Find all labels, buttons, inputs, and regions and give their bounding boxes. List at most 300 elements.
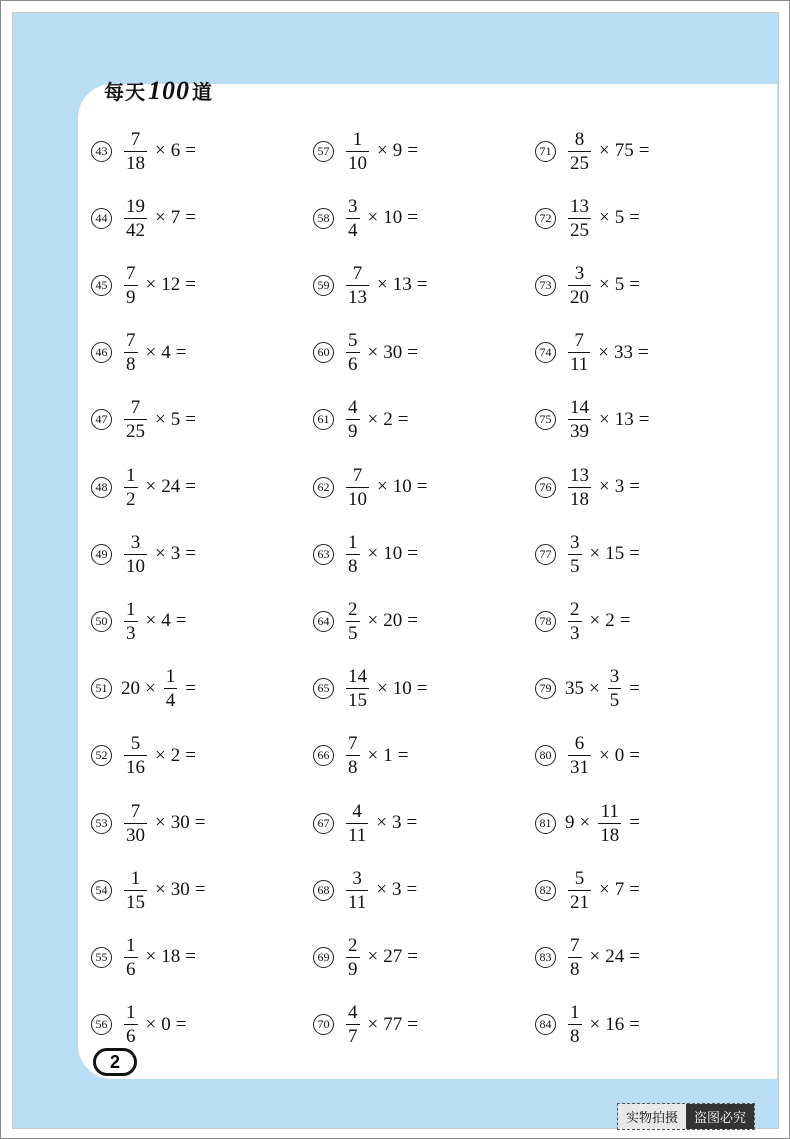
- problem-54: [91, 866, 205, 914]
- operand-a-numerator: 7: [352, 262, 363, 284]
- equals-sign: =: [629, 274, 640, 296]
- operand-b-number: 4: [161, 610, 171, 632]
- operand-a-numerator: 3: [570, 531, 580, 553]
- operand-a-denominator: 8: [348, 555, 358, 577]
- multiply-sign: ×: [155, 744, 166, 766]
- problem-number: 77: [535, 544, 556, 565]
- problem-number: 65: [313, 678, 334, 699]
- equals-sign: =: [638, 341, 649, 363]
- operand-a-denominator: 16: [126, 757, 145, 779]
- problem-84: [535, 1001, 640, 1049]
- problem-number: 72: [535, 208, 556, 229]
- problem-number: 64: [313, 611, 334, 632]
- equals-sign: =: [406, 812, 418, 833]
- operand-a-numerator: 2: [348, 598, 358, 620]
- problem-56: [91, 1001, 186, 1049]
- operand-a-denominator: 8: [570, 1026, 580, 1048]
- operand-a-denominator: 6: [126, 1026, 136, 1048]
- problem-number: 82: [535, 880, 556, 901]
- problem-45: [91, 261, 196, 309]
- multiply-sign: ×: [376, 812, 388, 833]
- operand-b-number: 2: [170, 744, 181, 766]
- multiply-sign: ×: [145, 1013, 157, 1035]
- operand-a-fraction: [346, 533, 360, 576]
- multiply-sign: ×: [589, 946, 601, 968]
- operand-a-numerator: 7: [574, 330, 584, 352]
- problem-number: 56: [91, 1014, 112, 1035]
- multiply-sign: ×: [589, 1013, 601, 1035]
- operand-a-fraction: [568, 533, 582, 576]
- problem-number: 57: [313, 141, 334, 162]
- multiply-sign: ×: [145, 946, 157, 968]
- problem-76: [535, 463, 640, 511]
- operand-a-denominator: 7: [348, 1026, 358, 1048]
- operand-a-numerator: 7: [126, 262, 136, 284]
- equals-sign: =: [397, 744, 409, 766]
- operand-a-fraction: [124, 936, 138, 979]
- operand-a-numerator: 1: [570, 1002, 580, 1024]
- multiply-sign: ×: [599, 207, 610, 229]
- problem-65: [313, 665, 427, 713]
- operand-a-fraction: [124, 466, 138, 509]
- multiply-sign: ×: [367, 946, 379, 968]
- operand-a-fraction: [124, 197, 147, 240]
- operand-a-fraction: [346, 734, 360, 777]
- operand-b-number: 3: [614, 476, 625, 497]
- equals-sign: =: [629, 946, 640, 968]
- operand-a-numerator: 1: [348, 531, 358, 553]
- multiply-sign: ×: [367, 207, 379, 229]
- operand-a-numerator: 13: [570, 464, 589, 486]
- operand-a-fraction: [346, 1003, 360, 1046]
- operand-b-number: 3: [170, 543, 181, 565]
- multiply-sign: ×: [155, 207, 166, 229]
- problem-number: 76: [535, 477, 556, 498]
- problem-68: [313, 866, 417, 914]
- operand-b-number: 0: [614, 744, 625, 766]
- operand-a-numerator: 5: [130, 733, 141, 755]
- operand-b-number: 12: [161, 274, 181, 296]
- problem-number: 60: [313, 342, 334, 363]
- operand-a-denominator: 9: [348, 958, 358, 980]
- problem-62: [313, 463, 427, 511]
- operand-a-numerator: 14: [348, 666, 367, 688]
- multiply-sign: ×: [155, 879, 166, 901]
- equals-sign: =: [407, 207, 418, 229]
- equals-sign: =: [194, 812, 206, 833]
- problem-number: 75: [535, 409, 556, 430]
- operand-a-numerator: 2: [570, 598, 580, 620]
- problem-number: 58: [313, 208, 334, 229]
- header-suffix: 道: [192, 82, 213, 104]
- operand-a-denominator: 30: [126, 824, 145, 846]
- equals-sign: =: [407, 610, 418, 632]
- multiply-sign: ×: [599, 744, 610, 766]
- problem-72: [535, 194, 640, 242]
- operand-b-number: 5: [614, 274, 625, 296]
- operand-a-denominator: 15: [348, 690, 367, 712]
- operand-a-denominator: 6: [126, 958, 136, 980]
- stamp-left-text: 实物拍摄: [618, 1104, 686, 1129]
- multiply-sign: ×: [145, 476, 157, 497]
- operand-a-fraction: [568, 734, 591, 777]
- operand-a-numerator: 7: [130, 397, 141, 419]
- operand-a-numerator: 7: [130, 800, 141, 822]
- problem-46: [91, 329, 186, 377]
- operand-a-numerator: 3: [352, 867, 362, 889]
- operand-a-fraction: [346, 802, 368, 845]
- operand-a-fraction: [568, 398, 591, 441]
- problem-number: 48: [91, 477, 112, 498]
- problem-number: 84: [535, 1014, 556, 1035]
- problem-number: 50: [91, 611, 112, 632]
- operand-a-fraction: [124, 802, 147, 845]
- operand-a-fraction: [346, 398, 360, 441]
- problem-number: 45: [91, 275, 112, 296]
- operand-a-fraction: [346, 667, 369, 710]
- operand-b-number: 7: [170, 207, 181, 229]
- multiply-sign: ×: [145, 274, 157, 296]
- operand-a-denominator: 2: [126, 488, 136, 510]
- operand-b-fraction: [608, 667, 622, 710]
- problem-number: 46: [91, 342, 112, 363]
- problem-number: 79: [535, 678, 556, 699]
- operand-b-number: 75: [614, 140, 634, 161]
- multiply-sign: ×: [155, 140, 166, 161]
- problem-66: [313, 732, 408, 780]
- problem-number: 80: [535, 745, 556, 766]
- page-number: 2: [109, 1051, 120, 1072]
- operand-a-denominator: 21: [570, 891, 589, 913]
- operand-a-denominator: 8: [348, 757, 358, 779]
- equals-sign: =: [185, 140, 196, 161]
- multiply-sign: ×: [599, 140, 610, 161]
- operand-a-numerator: 1: [126, 598, 136, 620]
- multiply-sign: ×: [155, 812, 166, 833]
- page-header: [104, 76, 213, 106]
- operand-b-number: 1: [383, 744, 393, 766]
- operand-a-fraction: [124, 264, 138, 307]
- multiply-sign: ×: [367, 1013, 379, 1035]
- equals-sign: =: [629, 207, 640, 229]
- problem-number: 63: [313, 544, 334, 565]
- multiply-sign: ×: [155, 543, 166, 565]
- problem-number: 52: [91, 745, 112, 766]
- page-number-badge: [93, 1048, 137, 1076]
- multiply-sign: ×: [599, 476, 610, 497]
- operand-a-numerator: 3: [348, 195, 358, 217]
- operand-a-fraction: [124, 869, 147, 912]
- equals-sign: =: [194, 879, 206, 901]
- equals-sign: =: [185, 207, 196, 229]
- operand-b-number: 6: [170, 140, 181, 161]
- equals-sign: =: [407, 341, 418, 363]
- operand-a-denominator: 39: [570, 421, 589, 443]
- operand-a-denominator: 42: [126, 219, 145, 241]
- operand-b-numerator: 3: [609, 666, 620, 688]
- operand-b-number: 20: [383, 610, 403, 632]
- operand-b-denominator: 5: [609, 690, 620, 712]
- equals-sign: =: [629, 879, 640, 901]
- operand-a-denominator: 3: [570, 622, 580, 644]
- operand-a-numerator: 1: [352, 128, 363, 150]
- operand-a-numerator: 1: [126, 464, 136, 486]
- equals-sign: =: [185, 274, 196, 296]
- operand-a-fraction: [346, 130, 369, 173]
- operand-b-number: 9: [392, 140, 403, 161]
- operand-b-denominator: 4: [165, 690, 176, 712]
- operand-a-numerator: 7: [570, 934, 580, 956]
- operand-a-denominator: 4: [348, 219, 358, 241]
- problem-50: [91, 597, 186, 645]
- problem-52: [91, 732, 196, 780]
- multiply-sign: ×: [377, 476, 388, 497]
- equals-sign: =: [185, 543, 196, 565]
- equals-sign: =: [185, 677, 196, 699]
- operand-b-number: 33: [614, 341, 634, 363]
- problem-53: [91, 799, 205, 847]
- operand-a-denominator: 8: [570, 958, 580, 980]
- operand-a-fraction: [346, 600, 360, 643]
- multiply-sign: ×: [367, 610, 379, 632]
- problem-60: [313, 329, 418, 377]
- operand-a-numerator: 5: [574, 867, 585, 889]
- equals-sign: =: [185, 744, 196, 766]
- problem-47: [91, 396, 196, 444]
- equals-sign: =: [629, 543, 640, 565]
- multiply-sign: ×: [589, 677, 600, 699]
- problem-80: [535, 732, 640, 780]
- operand-a-denominator: 5: [348, 622, 358, 644]
- operand-a-fraction: [124, 600, 138, 643]
- multiply-sign: ×: [598, 341, 610, 363]
- equals-sign: =: [185, 408, 196, 430]
- problem-73: [535, 261, 640, 309]
- problem-number: 61: [313, 409, 334, 430]
- multiply-sign: ×: [367, 408, 379, 430]
- multiply-sign: ×: [376, 879, 388, 901]
- equals-sign: =: [638, 408, 650, 430]
- problem-74: [535, 329, 649, 377]
- operand-a-fraction: [346, 466, 369, 509]
- operand-a-numerator: 19: [126, 195, 145, 217]
- operand-a-numerator: 4: [352, 800, 362, 822]
- operand-a-fraction: [568, 331, 590, 374]
- operand-a-numerator: 4: [348, 1002, 358, 1024]
- problem-number: 78: [535, 611, 556, 632]
- equals-sign: =: [629, 744, 640, 766]
- operand-a-numerator: 8: [574, 128, 585, 150]
- problem-number: 49: [91, 544, 112, 565]
- multiply-sign: ×: [589, 543, 601, 565]
- problem-57: [313, 127, 418, 175]
- problem-75: [535, 396, 649, 444]
- operand-a-numerator: 7: [126, 330, 136, 352]
- equals-sign: =: [397, 408, 409, 430]
- operand-a-fraction: [124, 734, 147, 777]
- operand-a-denominator: 6: [348, 354, 358, 376]
- operand-b-number: 2: [605, 610, 615, 632]
- problem-63: [313, 530, 418, 578]
- problem-58: [313, 194, 418, 242]
- operand-a-numerator: 3: [130, 531, 141, 553]
- multiply-sign: ×: [599, 408, 610, 430]
- operand-a-numerator: 1: [126, 1002, 136, 1024]
- operand-b-number: 30: [383, 341, 403, 363]
- operand-a-denominator: 25: [570, 219, 589, 241]
- problem-number: 67: [313, 813, 334, 834]
- operand-b-number: 5: [614, 207, 625, 229]
- operand-b-number: 30: [170, 812, 190, 833]
- operand-a-fraction: [568, 600, 582, 643]
- problem-55: [91, 933, 196, 981]
- equals-sign: =: [416, 274, 428, 296]
- problem-71: [535, 127, 649, 175]
- multiply-sign: ×: [145, 610, 157, 632]
- operand-a-fraction: [568, 466, 591, 509]
- operand-b-numerator: 1: [165, 666, 176, 688]
- problem-number: 44: [91, 208, 112, 229]
- operand-a-fraction: [568, 130, 591, 173]
- operand-b-number: 15: [605, 543, 625, 565]
- operand-a-number: 9: [565, 812, 575, 833]
- problem-number: 71: [535, 141, 556, 162]
- problem-number: 55: [91, 947, 112, 968]
- operand-b-number: 3: [392, 879, 402, 901]
- operand-b-number: 30: [170, 879, 190, 901]
- operand-b-number: 18: [161, 946, 181, 968]
- operand-b-number: 24: [161, 476, 181, 497]
- operand-a-denominator: 9: [348, 421, 358, 443]
- operand-a-denominator: 25: [570, 152, 589, 174]
- equals-sign: =: [185, 476, 196, 497]
- operand-a-numerator: 4: [348, 397, 358, 419]
- operand-a-denominator: 5: [570, 555, 580, 577]
- problem-number: 74: [535, 342, 556, 363]
- problem-number: 54: [91, 880, 112, 901]
- operand-b-number: 4: [161, 341, 171, 363]
- equals-sign: =: [416, 677, 428, 699]
- operand-a-denominator: 8: [126, 354, 136, 376]
- operand-a-fraction: [568, 869, 591, 912]
- multiply-sign: ×: [367, 543, 379, 565]
- operand-a-denominator: 11: [348, 891, 367, 913]
- operand-a-fraction: [568, 197, 591, 240]
- problem-78: [535, 597, 630, 645]
- problem-number: 43: [91, 141, 112, 162]
- problem-82: [535, 866, 640, 914]
- multiply-sign: ×: [367, 744, 379, 766]
- problem-70: [313, 1001, 418, 1049]
- equals-sign: =: [416, 476, 428, 497]
- problem-44: [91, 194, 196, 242]
- operand-a-fraction: [346, 936, 360, 979]
- operand-b-number: 7: [614, 879, 625, 901]
- equals-sign: =: [407, 543, 418, 565]
- operand-a-denominator: 9: [126, 286, 136, 308]
- multiply-sign: ×: [155, 408, 166, 430]
- multiply-sign: ×: [367, 341, 379, 363]
- multiply-sign: ×: [145, 341, 157, 363]
- operand-a-denominator: 20: [570, 286, 589, 308]
- problem-61: [313, 396, 408, 444]
- equals-sign: =: [629, 476, 640, 497]
- equals-sign: =: [619, 610, 631, 632]
- problem-number: 69: [313, 947, 334, 968]
- operand-b-number: 5: [170, 408, 181, 430]
- operand-a-fraction: [124, 398, 147, 441]
- operand-a-denominator: 15: [126, 891, 145, 913]
- operand-a-fraction: [346, 264, 369, 307]
- multiply-sign: ×: [145, 677, 156, 699]
- problem-number: 70: [313, 1014, 334, 1035]
- multiply-sign: ×: [377, 140, 388, 161]
- operand-a-denominator: 31: [570, 757, 589, 779]
- problem-number: 51: [91, 678, 112, 699]
- operand-a-numerator: 14: [570, 397, 589, 419]
- operand-b-fraction: [598, 802, 621, 845]
- operand-b-number: 10: [383, 207, 403, 229]
- operand-a-denominator: 13: [348, 286, 367, 308]
- operand-b-number: 24: [605, 946, 625, 968]
- problem-number: 68: [313, 880, 334, 901]
- operand-a-numerator: 1: [130, 867, 141, 889]
- problem-67: [313, 799, 417, 847]
- operand-a-fraction: [568, 264, 591, 307]
- problem-81: [535, 799, 640, 847]
- problem-83: [535, 933, 640, 981]
- multiply-sign: ×: [599, 879, 610, 901]
- operand-a-numerator: 13: [570, 195, 589, 217]
- operand-b-number: 3: [392, 812, 402, 833]
- operand-b-denominator: 18: [600, 824, 620, 846]
- problem-number: 53: [91, 813, 112, 834]
- operand-a-numerator: 2: [348, 934, 358, 956]
- operand-b-number: 77: [383, 1013, 403, 1035]
- problem-43: [91, 127, 196, 175]
- equals-sign: =: [185, 946, 196, 968]
- operand-a-numerator: 6: [574, 733, 585, 755]
- operand-a-fraction: [124, 1003, 138, 1046]
- multiply-sign: ×: [377, 274, 388, 296]
- equals-sign: =: [175, 341, 187, 363]
- equals-sign: =: [407, 1013, 418, 1035]
- operand-b-fraction: [164, 667, 178, 710]
- equals-sign: =: [175, 610, 187, 632]
- operand-b-number: 0: [161, 1013, 171, 1035]
- operand-b-number: 10: [392, 476, 412, 497]
- operand-b-number: 27: [383, 946, 403, 968]
- multiply-sign: ×: [377, 677, 388, 699]
- operand-b-number: 10: [392, 677, 412, 699]
- operand-a-fraction: [346, 331, 360, 374]
- equals-sign: =: [407, 946, 418, 968]
- equals-sign: =: [407, 140, 418, 161]
- operand-a-denominator: 10: [348, 152, 367, 174]
- equals-sign: =: [406, 879, 418, 901]
- equals-sign: =: [629, 677, 640, 699]
- problem-51: [91, 665, 196, 713]
- operand-a-denominator: 18: [126, 152, 145, 174]
- operand-a-numerator: 5: [348, 330, 358, 352]
- operand-a-numerator: 7: [130, 128, 141, 150]
- problem-77: [535, 530, 640, 578]
- operand-a-fraction: [346, 197, 360, 240]
- operand-a-numerator: 7: [352, 464, 363, 486]
- operand-a-fraction: [124, 130, 147, 173]
- problem-number: 73: [535, 275, 556, 296]
- operand-a-denominator: 11: [570, 354, 589, 376]
